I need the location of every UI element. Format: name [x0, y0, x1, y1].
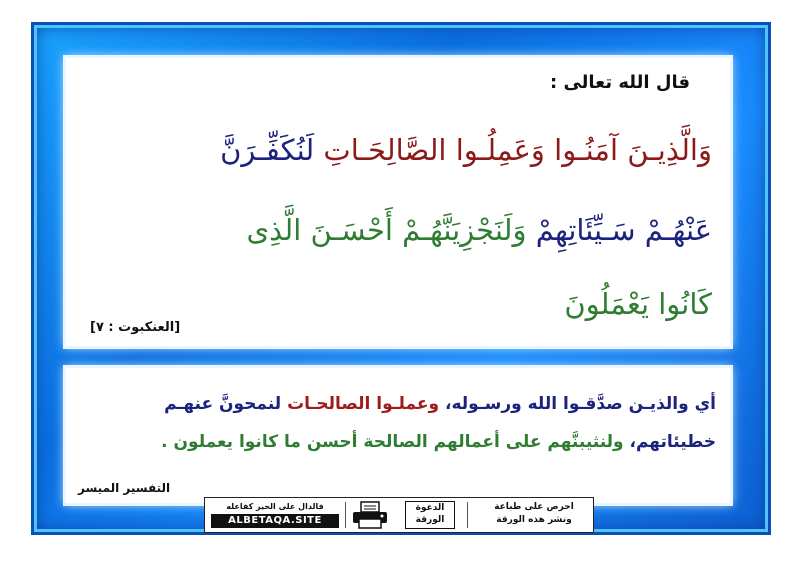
- tafsir-segment: وعملـوا الصالحـات: [287, 394, 440, 414]
- verse-line-1: [84, 133, 712, 167]
- verse-line-3: [84, 287, 712, 321]
- site-block: [211, 501, 339, 529]
- print-note-line: ونشر هذه الورقة: [496, 515, 572, 525]
- surah-reference: [العنكبوت : ٧]: [90, 320, 181, 335]
- tafsir-line-1: [82, 394, 716, 414]
- printer-icon: [350, 501, 390, 529]
- tafsir-source: التفسير الميسر: [78, 481, 171, 495]
- verse-segment: وَالَّذِيـنَ آمَنُـوا وَعَمِلُـوا الصَّالِحَـاتِ: [323, 133, 712, 167]
- intro-heading: قال الله تعالى :: [549, 72, 690, 93]
- footer-divider: [467, 502, 468, 528]
- tafsir-card: [66, 368, 730, 503]
- site-url-link[interactable]: ALBETAQA.SITE: [211, 514, 339, 528]
- logo-line: الدعوة: [415, 503, 445, 513]
- dawah-logo: [405, 501, 455, 529]
- verse-card: [66, 58, 730, 346]
- tafsir-segment: أي والذيـن صدَّقـوا الله ورسـوله،: [445, 394, 716, 414]
- verse-segment: عَنْهُـمْ سَـيِّئَاتِهِمْ: [535, 213, 712, 247]
- footer-bar: [204, 497, 594, 533]
- tafsir-segment: خطيئاتهم،: [629, 432, 716, 452]
- tafsir-line-2: [82, 432, 716, 452]
- verse-segment: وَلَنَجْزِيَنَّهُـمْ أَحْسَـنَ الَّذِى: [246, 213, 527, 247]
- verse-line-2: [84, 213, 712, 247]
- logo-line: الورقة: [415, 515, 445, 525]
- tafsir-segment: ولنثيبنَّهم على أعمالهم الصالحة أحسن ما كانوا يعملون .: [161, 432, 624, 452]
- tafsir-segment: لنمحونَّ عنهـم: [164, 394, 282, 414]
- site-note: فالدال على الخير كفاعله: [226, 502, 324, 511]
- print-note: [481, 501, 587, 529]
- print-note-line: احرص على طباعة: [494, 502, 574, 512]
- footer-divider: [345, 502, 346, 528]
- verse-segment: كَانُوا يَعْمَلُونَ: [564, 287, 712, 321]
- verse-segment: لَنُكَفِّـرَنَّ: [220, 133, 315, 167]
